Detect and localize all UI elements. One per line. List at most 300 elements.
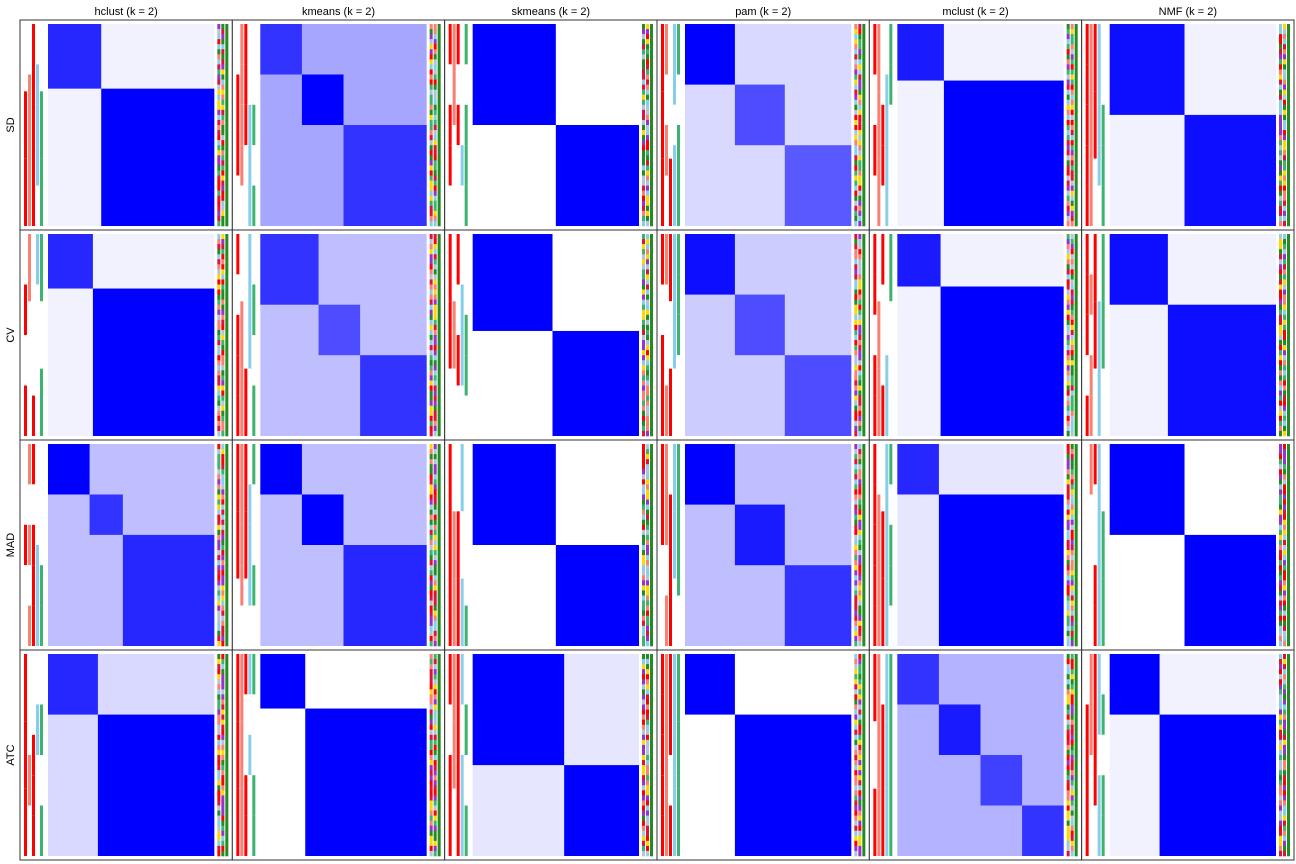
annotation-cell [1098, 735, 1101, 775]
annotation-cell [650, 775, 653, 780]
annotation-cell [438, 145, 441, 150]
annotation-cell [1071, 406, 1074, 411]
annotation-cell [1279, 525, 1282, 530]
annotation-cell [642, 674, 645, 679]
annotation-cell [438, 596, 441, 601]
annotation-cell [221, 459, 224, 464]
annotation-cell [642, 555, 645, 560]
annotation-cell [1067, 340, 1070, 345]
annotation-cell [217, 49, 220, 54]
annotation-cell [1279, 305, 1282, 310]
annotation-cell [217, 115, 220, 120]
annotation-cell [217, 735, 220, 740]
annotation-cell [881, 234, 884, 285]
annotation-cell [225, 120, 228, 125]
annotation-cell [858, 545, 861, 550]
annotation-cell [434, 130, 437, 135]
annotation-cell [217, 176, 220, 181]
annotation-cell [858, 350, 861, 355]
annotation-cell [646, 426, 649, 431]
annotation-cell [438, 674, 441, 679]
annotation-cell [1279, 745, 1282, 750]
annotation-cell [650, 479, 653, 484]
annotation-cell [650, 370, 653, 375]
annotation-cell [225, 626, 228, 631]
annotation-cell [650, 426, 653, 431]
annotation-cell [217, 715, 220, 720]
annotation-cell [1283, 370, 1286, 375]
annotation-cell [646, 90, 649, 95]
annotation-cell [1283, 130, 1286, 135]
annotation-cell [1094, 565, 1097, 605]
annotation-cell [1283, 176, 1286, 181]
annotation-cell [661, 694, 664, 734]
annotation-cell [650, 196, 653, 201]
annotation-cell [642, 489, 645, 494]
annotation-cell [217, 75, 220, 80]
annotation-cell [650, 365, 653, 370]
annotation-cell [1287, 186, 1290, 191]
annotation-cell [434, 790, 437, 795]
annotation-cell [642, 365, 645, 370]
annotation-cell [434, 34, 437, 39]
annotation-cell [217, 59, 220, 64]
annotation-cell [677, 234, 680, 274]
annotation-cell [430, 495, 433, 500]
annotation-cell [248, 606, 251, 646]
annotation-cell [854, 654, 857, 659]
annotation-cell [217, 130, 220, 135]
annotation-cell [1075, 816, 1078, 821]
annotation-cell [1279, 259, 1282, 264]
annotation-cell [28, 606, 31, 646]
annotation-cell [1287, 545, 1290, 550]
annotation-cell [217, 29, 220, 34]
annotation-cell [217, 370, 220, 375]
annotation-cell [217, 505, 220, 510]
annotation-cell [1283, 515, 1286, 520]
annotation-cell [854, 664, 857, 669]
annotation-cell [642, 580, 645, 585]
annotation-cell [461, 186, 464, 226]
annotation-cell [858, 155, 861, 160]
annotation-cell [1279, 135, 1282, 140]
annotation-cell [221, 479, 224, 484]
annotation-cell [862, 345, 865, 350]
annotation-cell [646, 540, 649, 545]
annotation-cell [1283, 596, 1286, 601]
annotation-cell [457, 444, 460, 511]
annotation-cell [225, 115, 228, 120]
annotation-cell [862, 631, 865, 636]
annotation-cell [1075, 234, 1078, 239]
annotation-cell [1075, 135, 1078, 140]
annotation-cell [854, 500, 857, 505]
heatmap-block [897, 654, 939, 705]
annotation-cell [1075, 295, 1078, 300]
annotation-cell [430, 626, 433, 631]
annotation-cell [650, 570, 653, 575]
annotation-cell [1279, 725, 1282, 730]
annotation-cell [642, 216, 645, 221]
annotation-cell [889, 234, 892, 301]
annotation-cell [665, 444, 668, 495]
annotation-cell [217, 269, 220, 274]
annotation-cell [438, 249, 441, 254]
annotation-cell [1071, 315, 1074, 320]
annotation-cell [430, 391, 433, 396]
annotation-cell [854, 550, 857, 555]
annotation-cell [854, 710, 857, 715]
annotation-cell [1075, 34, 1078, 39]
annotation-cell [252, 735, 255, 775]
annotation-cell [854, 416, 857, 421]
annotation-cell [434, 454, 437, 459]
annotation-cell [434, 196, 437, 201]
annotation-cell [642, 100, 645, 105]
annotation-cell [217, 515, 220, 520]
annotation-cell [650, 206, 653, 211]
annotation-cell [457, 24, 460, 64]
annotation-cell [1071, 54, 1074, 59]
annotation-cell [221, 201, 224, 206]
annotation-cell [1279, 269, 1282, 274]
annotation-cell [430, 841, 433, 846]
annotation-cell [1102, 735, 1105, 775]
annotation-cell [862, 115, 865, 120]
annotation-cell [465, 484, 468, 524]
annotation-cell [650, 315, 653, 320]
annotation-cell [221, 565, 224, 570]
annotation-cell [1283, 611, 1286, 616]
annotation-cell [438, 39, 441, 44]
annotation-cell [854, 846, 857, 851]
annotation-cell [1071, 535, 1074, 540]
annotation-cell [438, 211, 441, 216]
annotation-cell [854, 130, 857, 135]
annotation-cell [1075, 176, 1078, 181]
column-labels [95, 6, 1217, 18]
annotation-cell [434, 459, 437, 464]
annotation-cell [650, 826, 653, 831]
heatmap-panel [232, 20, 444, 230]
annotation-cell [1098, 654, 1101, 694]
annotation-cell [438, 295, 441, 300]
annotation-cell [1287, 44, 1290, 49]
annotation-cell [858, 735, 861, 740]
annotation-cell [217, 710, 220, 715]
annotation-cell [434, 39, 437, 44]
annotation-cell [1071, 669, 1074, 674]
annotation-cell [858, 24, 861, 29]
annotation-cell [862, 800, 865, 805]
annotation-cell [430, 234, 433, 239]
annotation-cell [646, 606, 649, 611]
annotation-cell [1102, 369, 1105, 436]
annotation-cell [1071, 295, 1074, 300]
annotation-cell [1287, 770, 1290, 775]
annotation-cell [854, 165, 857, 170]
annotation-cell [854, 201, 857, 206]
heatmap-block [735, 85, 785, 146]
annotation-cell [434, 780, 437, 785]
annotation-cell [642, 325, 645, 330]
annotation-cell [1287, 100, 1290, 105]
annotation-cell [854, 505, 857, 510]
annotation-cell [1071, 165, 1074, 170]
annotation-cell [862, 590, 865, 595]
annotation-cell [642, 596, 645, 601]
annotation-cell [885, 495, 888, 546]
annotation-cell [1283, 659, 1286, 664]
annotation-cell [1283, 444, 1286, 449]
annotation-cell [434, 90, 437, 95]
annotation-cell [1287, 29, 1290, 34]
annotation-cell [854, 720, 857, 725]
annotation-cell [650, 85, 653, 90]
annotation-cell [1067, 730, 1070, 735]
annotation-cell [225, 295, 228, 300]
annotation-cell [881, 654, 884, 705]
annotation-cell [1283, 684, 1286, 689]
annotation-cell [225, 130, 228, 135]
annotation-cell [858, 401, 861, 406]
annotation-cell [1071, 125, 1074, 130]
annotation-cell [1283, 355, 1286, 360]
heatmap-block [785, 355, 852, 436]
annotation-cell [1279, 785, 1282, 790]
annotation-cell [650, 330, 653, 335]
annotation-cell [677, 315, 680, 355]
annotation-cell [862, 49, 865, 54]
annotation-cell [1279, 49, 1282, 54]
heatmap-block [48, 444, 90, 495]
annotation-cell [1283, 285, 1286, 290]
annotation-cell [858, 181, 861, 186]
annotation-cell [858, 715, 861, 720]
annotation-cell [642, 740, 645, 745]
annotation-cell [217, 689, 220, 694]
annotation-cell [650, 515, 653, 520]
annotation-cell [646, 259, 649, 264]
annotation-cell [221, 601, 224, 606]
annotation-cell [221, 689, 224, 694]
annotation-cell [1075, 320, 1078, 325]
annotation-cell [858, 160, 861, 165]
annotation-cell [225, 34, 228, 39]
annotation-cell [858, 846, 861, 851]
annotation-cell [457, 64, 460, 104]
annotation-cell [28, 654, 31, 705]
annotation-cell [1067, 826, 1070, 831]
annotation-cell [217, 611, 220, 616]
annotation-cell [438, 785, 441, 790]
annotation-cell [858, 505, 861, 510]
annotation-cell [650, 750, 653, 755]
annotation-cell [858, 49, 861, 54]
annotation-cell [438, 550, 441, 555]
annotation-cell [642, 90, 645, 95]
annotation-cell [1075, 755, 1078, 760]
annotation-cell [24, 654, 27, 721]
annotation-cell [1075, 826, 1078, 831]
annotation-cell [854, 484, 857, 489]
annotation-cell [1287, 535, 1290, 540]
annotation-cell [1071, 631, 1074, 636]
annotation-cell [862, 191, 865, 196]
annotation-cell [1283, 565, 1286, 570]
annotation-cell [1287, 800, 1290, 805]
heatmap-block [685, 654, 735, 715]
annotation-cell [1287, 95, 1290, 100]
annotation-cell [1094, 91, 1097, 158]
annotation-cell [221, 760, 224, 765]
annotation-cell [221, 59, 224, 64]
annotation-cell [642, 191, 645, 196]
annotation-cell [430, 110, 433, 115]
annotation-cell [1090, 396, 1093, 436]
annotation-cell [434, 115, 437, 120]
annotation-cell [1075, 350, 1078, 355]
annotation-cell [438, 421, 441, 426]
annotation-cell [650, 221, 653, 226]
annotation-cell [858, 115, 861, 120]
annotation-cell [862, 305, 865, 310]
annotation-cell [434, 305, 437, 310]
annotation-cell [453, 234, 456, 301]
annotation-cell [854, 140, 857, 145]
annotation-cell [854, 689, 857, 694]
annotation-cell [430, 100, 433, 105]
annotation-cell [1067, 636, 1070, 641]
annotation-cell [1279, 391, 1282, 396]
annotation-cell [438, 426, 441, 431]
annotation-cell [434, 616, 437, 621]
annotation-cell [1094, 705, 1097, 756]
annotation-cell [430, 621, 433, 626]
annotation-cell [430, 264, 433, 269]
annotation-cell [438, 85, 441, 90]
annotation-cell [217, 186, 220, 191]
annotation-cell [642, 710, 645, 715]
annotation-cell [1071, 340, 1074, 345]
annotation-cell [434, 699, 437, 704]
annotation-cell [461, 511, 464, 578]
annotation-cell [1075, 474, 1078, 479]
annotation-cell [1287, 165, 1290, 170]
annotation-cell [430, 555, 433, 560]
annotation-cell [217, 431, 220, 436]
annotation-cell [217, 555, 220, 560]
annotation-cell [858, 674, 861, 679]
annotation-cell [673, 145, 676, 185]
annotation-cell [1098, 596, 1101, 647]
annotation-cell [858, 689, 861, 694]
annotation-cell [642, 535, 645, 540]
annotation-cell [858, 249, 861, 254]
annotation-cell [434, 659, 437, 664]
annotation-cell [858, 641, 861, 646]
annotation-cell [642, 525, 645, 530]
annotation-cell [862, 775, 865, 780]
annotation-cell [669, 654, 672, 705]
annotation-cell [1287, 239, 1290, 244]
annotation-cell [646, 755, 649, 760]
annotation-cell [430, 750, 433, 755]
annotation-cell [430, 811, 433, 816]
annotation-cell [642, 155, 645, 160]
annotation-cell [858, 59, 861, 64]
annotation-cell [1075, 505, 1078, 510]
annotation-cell [1067, 821, 1070, 826]
annotation-cell [1067, 755, 1070, 760]
annotation-cell [858, 454, 861, 459]
annotation-cell [1071, 550, 1074, 555]
annotation-cell [1279, 699, 1282, 704]
annotation-cell [430, 560, 433, 565]
annotation-cell [430, 34, 433, 39]
annotation-cell [1279, 444, 1282, 449]
annotation-cell [1075, 426, 1078, 431]
annotation-cell [1283, 540, 1286, 545]
annotation-cell [642, 330, 645, 335]
annotation-cell [1075, 105, 1078, 110]
annotation-cell [457, 285, 460, 336]
annotation-cell [430, 360, 433, 365]
annotation-cell [453, 125, 456, 176]
annotation-cell [1287, 674, 1290, 679]
annotation-cell [217, 44, 220, 49]
annotation-cell [225, 500, 228, 505]
annotation-cell [221, 659, 224, 664]
annotation-cell [217, 705, 220, 710]
annotation-cell [248, 24, 251, 64]
annotation-cell [1075, 720, 1078, 725]
annotation-cell [430, 44, 433, 49]
annotation-cell [438, 396, 441, 401]
annotation-cell [650, 264, 653, 269]
heatmap-block [98, 715, 214, 856]
annotation-cell [1094, 806, 1097, 857]
annotation-cell [862, 421, 865, 426]
annotation-cell [225, 705, 228, 710]
annotation-cell [40, 806, 43, 857]
annotation-cell [430, 505, 433, 510]
annotation-cell [225, 140, 228, 145]
annotation-cell [858, 585, 861, 590]
annotation-cell [438, 725, 441, 730]
annotation-cell [461, 145, 464, 185]
annotation-cell [1071, 500, 1074, 505]
annotation-cell [854, 565, 857, 570]
annotation-cell [438, 705, 441, 710]
annotation-cell [457, 105, 460, 145]
annotation-cell [32, 775, 35, 815]
annotation-cell [862, 459, 865, 464]
annotation-cell [24, 285, 27, 336]
heatmap-panel [445, 650, 657, 860]
annotation-cell [650, 411, 653, 416]
heatmap-block [897, 444, 939, 495]
annotation-cell [1067, 426, 1070, 431]
annotation-cell [434, 831, 437, 836]
annotation-cell [1071, 115, 1074, 120]
annotation-cell [642, 606, 645, 611]
annotation-cell [434, 401, 437, 406]
annotation-cell [434, 770, 437, 775]
heatmap-block [735, 505, 785, 566]
annotation-cell [642, 120, 645, 125]
